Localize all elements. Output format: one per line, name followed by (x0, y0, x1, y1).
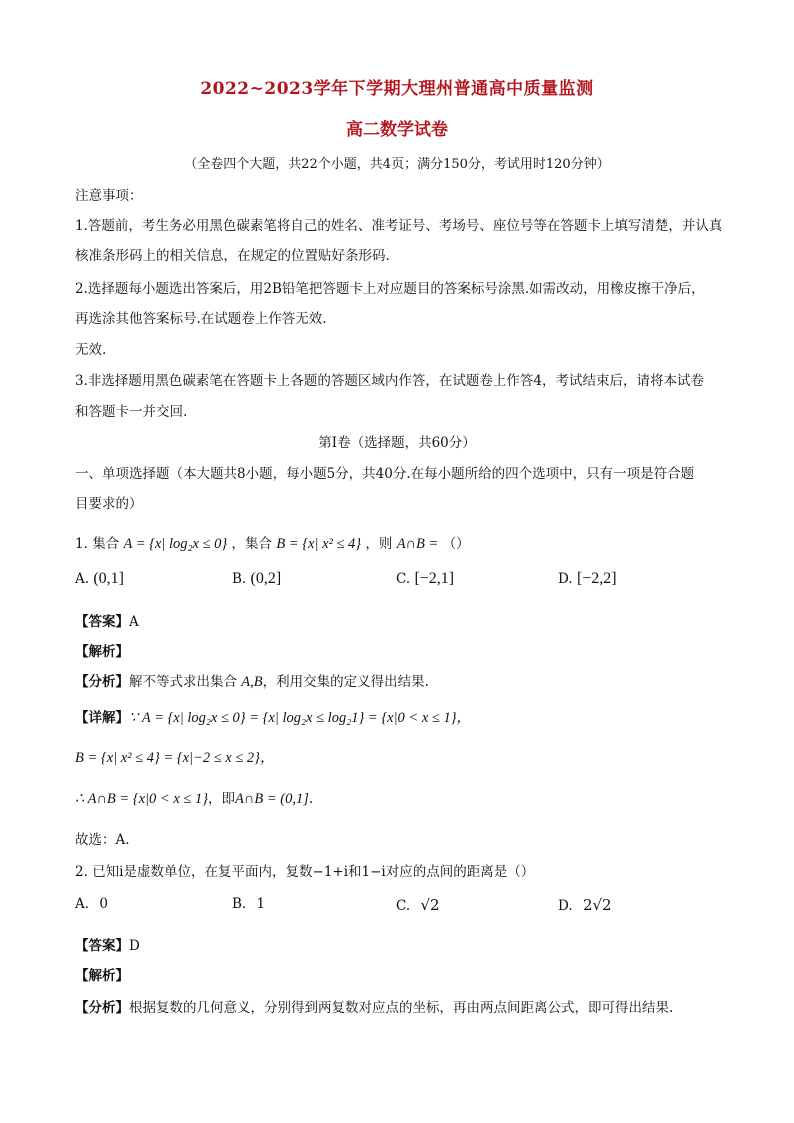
note-2-line-2: 再选涂其他答案标号.在试题卷上作答无效. (75, 311, 327, 327)
notes-heading: 注意事项： (75, 188, 143, 204)
detail-formula: ∴ A∩B = {x|0 < x ≤ 1} (75, 791, 209, 807)
option-letter: C. (396, 898, 411, 914)
answer-blank: （） (442, 536, 470, 552)
fenxi-text: ，利用交集的定义得出结果. (262, 674, 429, 690)
fenxi-text: 解不等式求出集合 (129, 674, 237, 690)
fenxi-tag: 【分析】 (75, 674, 129, 690)
note-1-line-1: 1.答题前，考生务必用黑色碳素笔将自己的姓名、准考证号、考场号、座位号等在答题卡上填写清楚，并认真 (75, 218, 723, 234)
question-1-answer (75, 610, 139, 630)
option-value: 1 (256, 896, 266, 912)
detail-formula: A∩B = (0,1] (235, 791, 309, 807)
option-letter: D. (558, 571, 573, 587)
option-letter: B. (232, 896, 247, 912)
option-d (558, 570, 617, 588)
question-text: ，集合 (231, 536, 273, 552)
question-1-detail-1 (75, 706, 471, 727)
detail-formula: B = {x| x² ≤ 4} = {x|−2 ≤ x ≤ 2}， (75, 750, 275, 766)
note-3-line-2: 和答题卡一并交回. (75, 404, 188, 420)
question-2-options (75, 896, 735, 920)
question-1-fenxi (75, 670, 429, 691)
option-letter: B. (232, 571, 247, 587)
option-letter: A. (75, 571, 90, 587)
option-b (232, 570, 281, 588)
question-number: 1. (75, 536, 88, 552)
note-2-line-3: 无效. (75, 342, 107, 358)
page-title: 2022~2023学年下学期大理州普通高中质量监测 (200, 79, 594, 99)
option-c (396, 896, 440, 914)
part-instructions-line-1: 一、单项选择题（本大题共8小题，每小题5分，共40分.在每小题所给的四个选项中，只有一项是符合题 (75, 466, 695, 482)
question-2-stem (75, 860, 534, 880)
question-2-fenxi (75, 996, 673, 1016)
note-3-line-1: 3.非选择题用黑色碳素笔在答题卡上各题的答题区域内作答，在试题卷上作答4，考试结束后，请将本试卷 (75, 373, 704, 389)
question-1-detail-3 (75, 787, 313, 808)
question-1-conclusion: 故选：A. (75, 832, 130, 848)
detail-formula: ∵ A = {x| log₂x ≤ 0} = {x| log₂x ≤ log₂1} = {x|0 < x ≤ 1}， (129, 710, 472, 726)
option-value: (0,2] (250, 570, 282, 587)
option-value: (0,1] (93, 570, 124, 587)
intersection-expression: A∩B = (396, 536, 439, 552)
option-value: 2√2 (582, 896, 612, 914)
option-a (75, 896, 108, 912)
option-value: 0 (99, 896, 108, 912)
fenxi-sets: A,B (241, 674, 263, 690)
option-value: [−2,2] (576, 570, 617, 587)
note-2-line-1: 2.选择题每小题选出答案后，用2B铅笔把答题卡上对应题目的答案标号涂黑.如需改动，用橡皮擦干净后， (75, 281, 705, 297)
question-2-answer (75, 934, 140, 954)
set-a-formula: A = {x| log₂x ≤ 0} (123, 536, 228, 552)
analysis-tag: 【解析】 (75, 968, 129, 984)
question-text: ，则 (365, 536, 393, 552)
fenxi-tag: 【分析】 (75, 1000, 129, 1016)
option-c (396, 570, 454, 588)
answer-tag: 【答案】 (75, 938, 129, 954)
question-number: 2. (75, 864, 88, 880)
answer-value: D (129, 938, 140, 954)
section-heading: 第Ⅰ卷（选择题，共60分） (318, 435, 476, 451)
detail-text: ，即 (208, 791, 236, 807)
answer-value: A (129, 614, 139, 630)
detail-text: . (308, 791, 314, 807)
option-a (75, 570, 124, 588)
option-d (558, 896, 612, 914)
part-instructions-line-2: 目要求的） (75, 496, 143, 512)
question-1-options (75, 570, 735, 594)
answer-tag: 【答案】 (75, 614, 129, 630)
option-letter: A. (75, 896, 90, 912)
fenxi-text: 根据复数的几何意义，分别得到两复数对应点的坐标，再由两点间距离公式，即可得出结果. (129, 1000, 674, 1016)
option-value: [−2,1] (414, 570, 455, 587)
question-1-stem (75, 532, 470, 553)
set-b-formula: B = {x| x² ≤ 4} (276, 536, 362, 552)
detail-tag: 【详解】 (75, 710, 129, 726)
question-text: 已知i是虚数单位，在复平面内，复数−1+i和1−i对应的点间的距离是（） (92, 864, 535, 880)
question-1-detail-2 (75, 746, 274, 767)
option-value: √2 (420, 896, 440, 914)
option-b (232, 896, 265, 912)
question-text: 集合 (92, 536, 120, 552)
page-subtitle: 高二数学试卷 (346, 120, 448, 140)
note-1-line-2: 核准条形码上的相关信息，在规定的位置贴好条形码. (75, 248, 390, 264)
option-letter: C. (396, 571, 411, 587)
option-letter: D. (558, 898, 573, 914)
analysis-tag: 【解析】 (75, 644, 129, 660)
exam-info: （全卷四个大题，共22个小题，共4页；满分150分，考试用时120分钟） (184, 157, 610, 172)
